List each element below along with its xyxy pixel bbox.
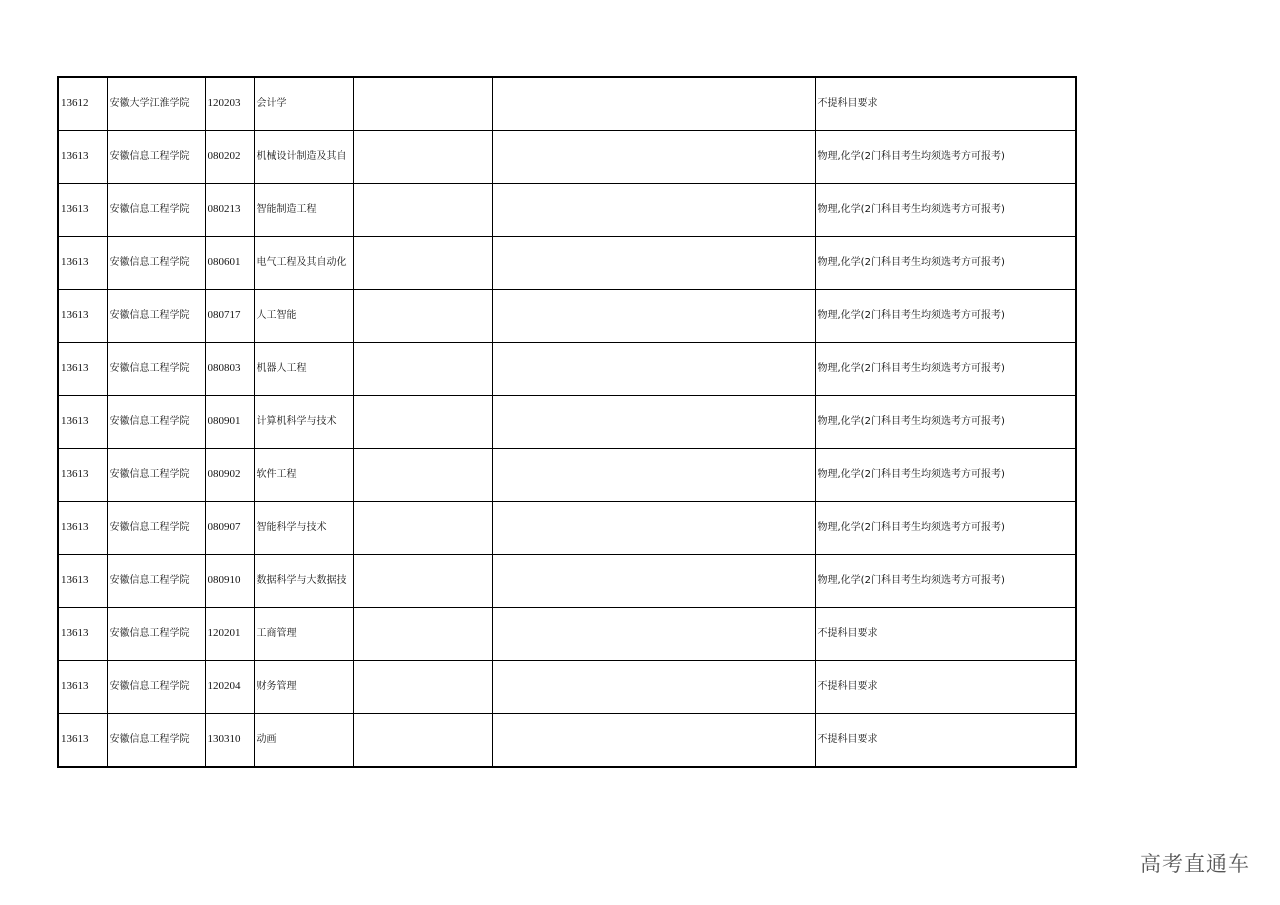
institution-name-cell: 安徽信息工程学院: [107, 608, 205, 661]
empty-cell: [353, 343, 492, 396]
subject-requirement-cell: 不提科目要求: [815, 661, 1076, 714]
major-code-cell: 080901: [205, 396, 254, 449]
subject-requirement-cell: 物理,化学(2门科目考生均须选考方可报考): [815, 184, 1076, 237]
major-name-cell: 会计学: [254, 77, 353, 131]
empty-cell: [353, 555, 492, 608]
major-code-cell: 120201: [205, 608, 254, 661]
institution-code-cell: 13613: [58, 290, 107, 343]
major-name-cell: 动画: [254, 714, 353, 768]
empty-cell: [353, 184, 492, 237]
empty-cell: [492, 502, 815, 555]
table-row: [58, 343, 1076, 396]
subject-requirement-cell: 物理,化学(2门科目考生均须选考方可报考): [815, 343, 1076, 396]
empty-cell: [492, 608, 815, 661]
subject-requirement-cell: 物理,化学(2门科目考生均须选考方可报考): [815, 237, 1076, 290]
empty-cell: [353, 502, 492, 555]
institution-code-cell: 13613: [58, 555, 107, 608]
empty-cell: [353, 396, 492, 449]
institution-code-cell: 13613: [58, 661, 107, 714]
major-name-cell: 计算机科学与技术: [254, 396, 353, 449]
major-name-cell: 数据科学与大数据技: [254, 555, 353, 608]
institution-code-cell: 13613: [58, 449, 107, 502]
institution-name-cell: 安徽大学江淮学院: [107, 77, 205, 131]
major-name-cell: 人工智能: [254, 290, 353, 343]
institution-code-cell: 13613: [58, 131, 107, 184]
empty-cell: [492, 237, 815, 290]
empty-cell: [492, 661, 815, 714]
subject-requirement-cell: 物理,化学(2门科目考生均须选考方可报考): [815, 449, 1076, 502]
major-code-cell: 080907: [205, 502, 254, 555]
institution-name-cell: 安徽信息工程学院: [107, 502, 205, 555]
table-row: [58, 714, 1076, 768]
major-name-cell: 电气工程及其自动化: [254, 237, 353, 290]
major-code-cell: 080213: [205, 184, 254, 237]
institution-name-cell: 安徽信息工程学院: [107, 343, 205, 396]
major-code-cell: 120203: [205, 77, 254, 131]
major-code-cell: 080717: [205, 290, 254, 343]
table-row: [58, 396, 1076, 449]
empty-cell: [492, 77, 815, 131]
major-code-cell: 080902: [205, 449, 254, 502]
empty-cell: [492, 290, 815, 343]
major-code-cell: 080202: [205, 131, 254, 184]
table-row: [58, 131, 1076, 184]
subject-requirement-cell: 物理,化学(2门科目考生均须选考方可报考): [815, 131, 1076, 184]
institution-code-cell: 13613: [58, 184, 107, 237]
table-row: [58, 237, 1076, 290]
subject-requirement-cell: 不提科目要求: [815, 608, 1076, 661]
institution-code-cell: 13613: [58, 502, 107, 555]
empty-cell: [492, 396, 815, 449]
table-row: [58, 449, 1076, 502]
major-code-cell: 120204: [205, 661, 254, 714]
table-row: [58, 608, 1076, 661]
institution-name-cell: 安徽信息工程学院: [107, 714, 205, 768]
subject-requirement-cell: 不提科目要求: [815, 77, 1076, 131]
institution-code-cell: 13613: [58, 396, 107, 449]
major-name-cell: 工商管理: [254, 608, 353, 661]
table-row: [58, 77, 1076, 131]
empty-cell: [492, 449, 815, 502]
subject-requirements-table: [57, 76, 1077, 768]
empty-cell: [353, 714, 492, 768]
institution-code-cell: 13612: [58, 77, 107, 131]
major-name-cell: 智能科学与技术: [254, 502, 353, 555]
empty-cell: [492, 184, 815, 237]
institution-name-cell: 安徽信息工程学院: [107, 184, 205, 237]
institution-code-cell: 13613: [58, 343, 107, 396]
institution-code-cell: 13613: [58, 237, 107, 290]
subject-requirement-cell: 物理,化学(2门科目考生均须选考方可报考): [815, 290, 1076, 343]
empty-cell: [353, 608, 492, 661]
empty-cell: [353, 290, 492, 343]
major-name-cell: 机器人工程: [254, 343, 353, 396]
empty-cell: [353, 237, 492, 290]
institution-name-cell: 安徽信息工程学院: [107, 290, 205, 343]
table-row: [58, 555, 1076, 608]
watermark-text: 高考直通车: [1140, 852, 1250, 876]
institution-name-cell: 安徽信息工程学院: [107, 555, 205, 608]
empty-cell: [492, 343, 815, 396]
subject-requirement-cell: 物理,化学(2门科目考生均须选考方可报考): [815, 396, 1076, 449]
major-code-cell: 080601: [205, 237, 254, 290]
empty-cell: [492, 555, 815, 608]
empty-cell: [353, 131, 492, 184]
subject-requirement-cell: 物理,化学(2门科目考生均须选考方可报考): [815, 555, 1076, 608]
table-row: [58, 184, 1076, 237]
major-code-cell: 080910: [205, 555, 254, 608]
major-name-cell: 软件工程: [254, 449, 353, 502]
empty-cell: [353, 449, 492, 502]
empty-cell: [492, 131, 815, 184]
empty-cell: [492, 714, 815, 768]
major-code-cell: 130310: [205, 714, 254, 768]
empty-cell: [353, 661, 492, 714]
major-name-cell: 财务管理: [254, 661, 353, 714]
institution-code-cell: 13613: [58, 608, 107, 661]
empty-cell: [353, 77, 492, 131]
subject-requirement-cell: 物理,化学(2门科目考生均须选考方可报考): [815, 502, 1076, 555]
institution-code-cell: 13613: [58, 714, 107, 768]
subject-requirement-cell: 不提科目要求: [815, 714, 1076, 768]
institution-name-cell: 安徽信息工程学院: [107, 237, 205, 290]
major-name-cell: 智能制造工程: [254, 184, 353, 237]
institution-name-cell: 安徽信息工程学院: [107, 131, 205, 184]
table-row: [58, 502, 1076, 555]
major-code-cell: 080803: [205, 343, 254, 396]
institution-name-cell: 安徽信息工程学院: [107, 449, 205, 502]
table-row: [58, 290, 1076, 343]
table-row: [58, 661, 1076, 714]
institution-name-cell: 安徽信息工程学院: [107, 661, 205, 714]
major-name-cell: 机械设计制造及其自: [254, 131, 353, 184]
institution-name-cell: 安徽信息工程学院: [107, 396, 205, 449]
